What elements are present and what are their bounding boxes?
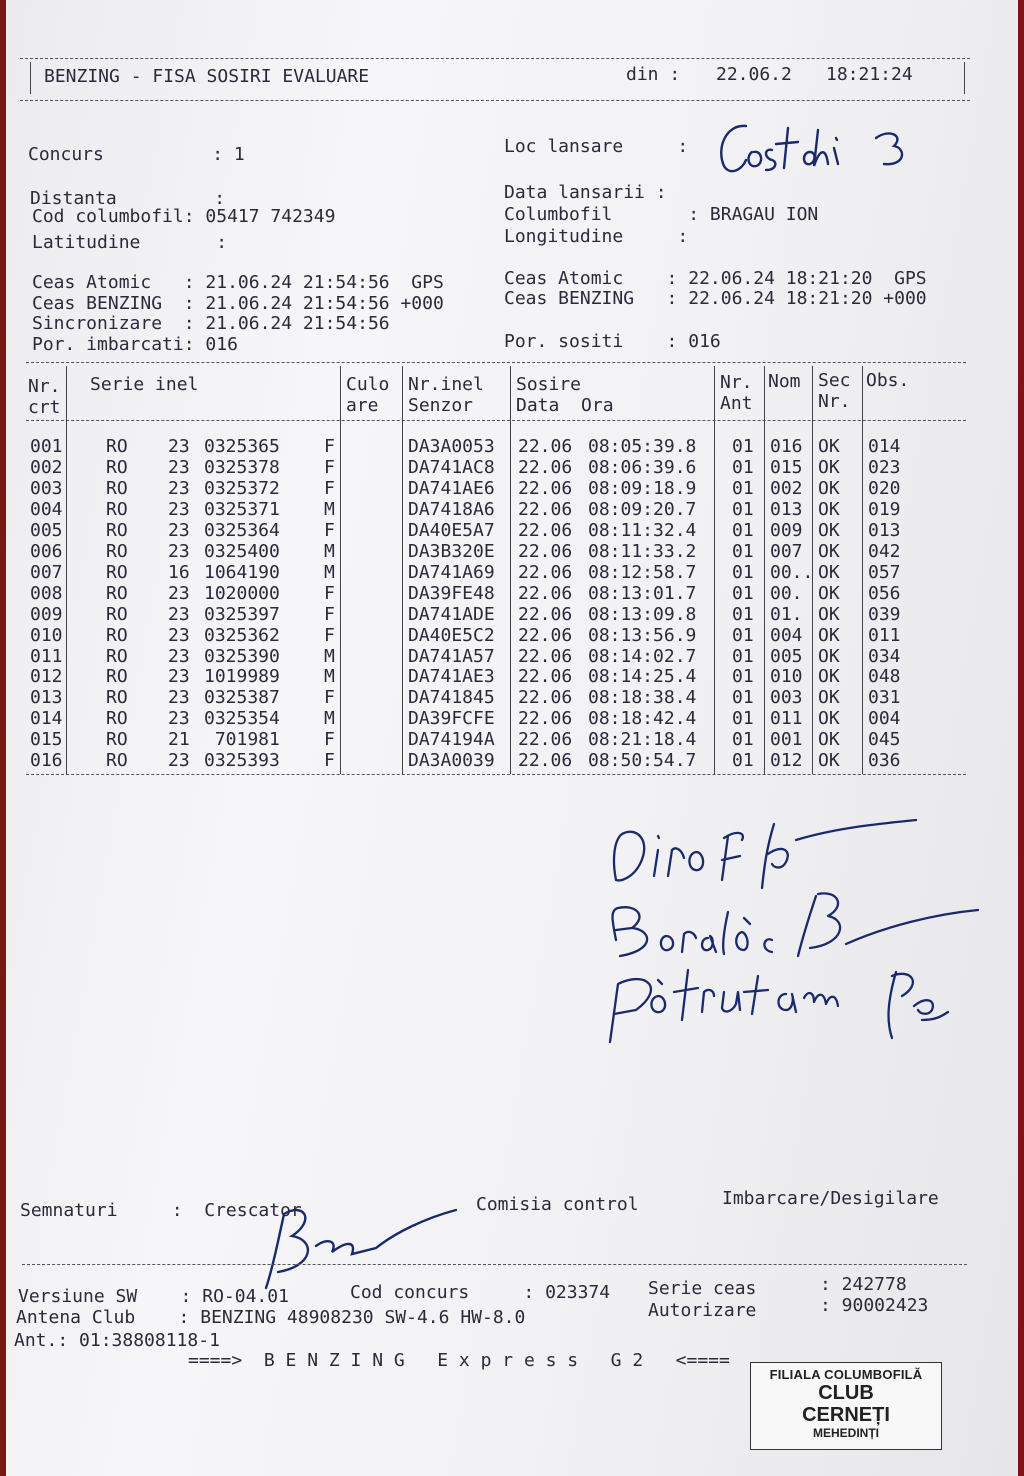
- stamp-line-4: MEHEDINȚI: [813, 1426, 879, 1440]
- cell-tara: RO: [106, 477, 128, 499]
- cell-an: 23: [168, 436, 190, 457]
- footer-top-border: [22, 1264, 967, 1265]
- cell-ant: 01: [732, 436, 754, 457]
- cell-sec: OK: [818, 687, 840, 709]
- cell-obs: 039: [868, 603, 901, 625]
- handwriting-costesti-icon: [706, 108, 946, 188]
- cell-an: 23: [168, 540, 190, 562]
- cell-nom: 011: [770, 708, 803, 730]
- cell-crt: 009: [30, 603, 63, 625]
- cell-nr: 1064190: [204, 561, 280, 583]
- cell-senzor: DA741ADE: [408, 603, 495, 625]
- header-data-ora: Data Ora: [516, 395, 614, 416]
- cell-obs: 019: [868, 498, 901, 520]
- cell-nr: 0325364: [204, 519, 280, 541]
- ceas-atomic-left: Ceas Atomic : 21.06.24 21:54:56 GPS: [32, 272, 444, 293]
- cell-data: 22.06: [518, 750, 573, 772]
- cell-data: 22.06: [518, 708, 573, 730]
- cell-sex: M: [324, 498, 335, 520]
- cell-ant: 01: [732, 666, 754, 688]
- cell-ora: 08:09:18.9: [588, 477, 697, 499]
- cell-data: 22.06: [518, 603, 573, 625]
- cell-nr: 0325400: [204, 540, 280, 562]
- latitudine-line: Latitudine :: [32, 232, 228, 253]
- cell-ora: 08:13:09.8: [588, 603, 697, 625]
- cell-nom: 010: [770, 666, 803, 688]
- signature-crescator: [256, 1192, 476, 1292]
- cell-ant: 01: [732, 645, 754, 667]
- cell-nom: 002: [770, 477, 803, 499]
- cell-data: 22.06: [518, 666, 573, 688]
- cell-crt: 012: [30, 666, 63, 688]
- cell-crt: 002: [30, 456, 63, 478]
- cell-tara: RO: [106, 624, 128, 646]
- time-value: 18:21:24: [826, 64, 913, 85]
- cell-crt: 001: [30, 436, 63, 457]
- date-label: din :: [626, 64, 681, 85]
- cell-sex: F: [324, 436, 335, 457]
- header-sosire: Sosire: [516, 374, 582, 395]
- semnaturi-crescator-line: Semnaturi : Crescator: [20, 1200, 302, 1221]
- cell-sec: OK: [818, 561, 840, 583]
- columbofil-line: Columbofil : BRAGAU ION: [504, 204, 819, 225]
- cell-sex: M: [324, 645, 335, 667]
- antenna-id-line: Ant.: 01:38808118-1: [14, 1330, 220, 1351]
- cell-ora: 08:50:54.7: [588, 750, 697, 772]
- cell-obs: 031: [868, 687, 901, 709]
- cell-ant: 01: [732, 519, 754, 541]
- cell-an: 23: [168, 456, 190, 478]
- cell-ora: 08:06:39.6: [588, 456, 697, 478]
- cell-data: 22.06: [518, 540, 573, 562]
- cell-ora: 08:11:33.2: [588, 540, 697, 562]
- header-nr-ant: Nr.: [720, 372, 753, 393]
- cell-tara: RO: [106, 456, 128, 478]
- header-culoare-2: are: [346, 395, 379, 416]
- stamp-line-3: CERNEȚI: [802, 1404, 890, 1426]
- handwriting-notes-icon: [596, 780, 996, 1060]
- cell-ant: 01: [732, 540, 754, 562]
- receipt-paper: [6, 0, 1018, 1476]
- benzing-express-brand: ====> B E N Z I N G E x p r e s s G 2 <====: [188, 1350, 730, 1371]
- ceas-atomic-right: Ceas Atomic : 22.06.24 18:21:20 GPS: [504, 268, 927, 289]
- cell-ant: 01: [732, 729, 754, 751]
- cell-data: 22.06: [518, 456, 573, 478]
- cell-sex: M: [324, 540, 335, 562]
- cell-tara: RO: [106, 666, 128, 688]
- cell-sec: OK: [818, 519, 840, 541]
- cell-obs: 023: [868, 456, 901, 478]
- cell-sec: OK: [818, 750, 840, 772]
- club-stamp: [750, 1362, 942, 1450]
- sincronizare-line: Sincronizare : 21.06.24 21:54:56: [32, 313, 390, 334]
- cell-ant: 01: [732, 708, 754, 730]
- data-lansarii-line: Data lansarii :: [504, 182, 667, 203]
- cell-senzor: DA3A0039: [408, 750, 495, 772]
- cell-ora: 08:18:38.4: [588, 687, 697, 709]
- cell-data: 22.06: [518, 687, 573, 709]
- signature-scribble-icon: [256, 1192, 476, 1292]
- cell-crt: 004: [30, 498, 63, 520]
- table-bottom-border: [26, 774, 966, 775]
- header-obs: Obs.: [866, 370, 910, 391]
- serie-ceas-label: Serie ceas: [648, 1278, 757, 1299]
- cell-tara: RO: [106, 729, 128, 751]
- longitudine-line: Longitudine :: [504, 226, 689, 247]
- cell-sec: OK: [818, 603, 840, 625]
- header-bottom-border: [20, 100, 970, 101]
- cell-an: 23: [168, 582, 190, 604]
- cell-crt: 005: [30, 519, 63, 541]
- serie-ceas-value: : 242778: [820, 1274, 907, 1295]
- header-right-border: [964, 62, 965, 94]
- header-top-border: [20, 58, 970, 59]
- cell-tara: RO: [106, 687, 128, 709]
- table-header-border: [26, 420, 966, 421]
- cell-senzor: DA39FE48: [408, 582, 495, 604]
- cell-senzor: DA3B320E: [408, 540, 495, 562]
- cell-data: 22.06: [518, 498, 573, 520]
- cell-data: 22.06: [518, 582, 573, 604]
- cell-sec: OK: [818, 708, 840, 730]
- cell-nr: 0325365: [204, 436, 280, 457]
- cell-tara: RO: [106, 498, 128, 520]
- cell-crt: 015: [30, 729, 63, 751]
- cell-nom: 015: [770, 456, 803, 478]
- cell-nom: 01.: [770, 603, 803, 625]
- ceas-benzing-right: Ceas BENZING : 22.06.24 18:21:20 +000: [504, 288, 927, 309]
- cell-sex: F: [324, 687, 335, 709]
- header-nr-crt: Nr.: [28, 376, 61, 397]
- header-culoare: Culo: [346, 374, 390, 395]
- cell-tara: RO: [106, 436, 128, 457]
- cell-sec: OK: [818, 436, 840, 457]
- header-nr-inel: Nr.inel: [408, 374, 484, 395]
- cell-ant: 01: [732, 477, 754, 499]
- cell-nom: 005: [770, 645, 803, 667]
- autorizare-value: : 90002423: [820, 1295, 929, 1316]
- cell-ora: 08:14:02.7: [588, 645, 697, 667]
- cell-ora: 08:13:56.9: [588, 624, 697, 646]
- cell-nr: 0325362: [204, 624, 280, 646]
- cell-nom: 013: [770, 498, 803, 520]
- cell-nr: 0325371: [204, 498, 280, 520]
- cell-ora: 08:13:01.7: [588, 582, 697, 604]
- cell-ant: 01: [732, 582, 754, 604]
- cell-senzor: DA741AE3: [408, 666, 495, 688]
- col-divider-5: [714, 366, 715, 774]
- cell-nom: 00..: [770, 561, 814, 583]
- cell-data: 22.06: [518, 436, 573, 457]
- cell-an: 23: [168, 645, 190, 667]
- cell-an: 23: [168, 603, 190, 625]
- report-title: BENZING - FISA SOSIRI EVALUARE: [44, 66, 370, 87]
- cell-senzor: DA3A0053: [408, 436, 495, 457]
- cell-obs: 042: [868, 540, 901, 562]
- cell-sec: OK: [818, 666, 840, 688]
- cell-sec: OK: [818, 624, 840, 646]
- cell-senzor: DA40E5A7: [408, 519, 495, 541]
- cell-ant: 01: [732, 687, 754, 709]
- versiune-sw-line: Versiune SW : RO-04.01: [18, 1286, 289, 1307]
- cell-ora: 08:11:32.4: [588, 519, 697, 541]
- col-divider-4: [510, 366, 511, 774]
- cell-data: 22.06: [518, 477, 573, 499]
- cell-ant: 01: [732, 498, 754, 520]
- imbarcare-desigilare-label: Imbarcare/Desigilare: [722, 1188, 939, 1209]
- cell-sec: OK: [818, 582, 840, 604]
- comisia-control-label: Comisia control: [476, 1194, 639, 1215]
- cell-nr: 0325397: [204, 603, 280, 625]
- cell-sec: OK: [818, 477, 840, 499]
- header-sec: Sec: [818, 370, 851, 391]
- cell-nom: 004: [770, 624, 803, 646]
- cod-columbofil-line: Cod columbofil: 05417 742349: [32, 206, 336, 227]
- cell-an: 23: [168, 498, 190, 520]
- cell-nr: 1019989: [204, 666, 280, 688]
- cell-obs: 057: [868, 561, 901, 583]
- cell-sex: M: [324, 708, 335, 730]
- loc-lansare-line: Loc lansare :: [504, 136, 689, 157]
- cell-tara: RO: [106, 582, 128, 604]
- cell-sex: F: [324, 603, 335, 625]
- cell-ant: 01: [732, 561, 754, 583]
- cell-crt: 007: [30, 561, 63, 583]
- cell-sec: OK: [818, 456, 840, 478]
- cell-data: 22.06: [518, 561, 573, 583]
- cell-tara: RO: [106, 519, 128, 541]
- cell-crt: 013: [30, 687, 63, 709]
- header-ant: Ant: [720, 393, 753, 414]
- header-left-border: [30, 62, 31, 94]
- cell-nr: 0325378: [204, 456, 280, 478]
- cell-nr: 0325372: [204, 477, 280, 499]
- col-divider-8: [862, 366, 863, 774]
- cell-crt: 008: [30, 582, 63, 604]
- ceas-benzing-left: Ceas BENZING : 21.06.24 21:54:56 +000: [32, 293, 444, 314]
- cell-ant: 01: [732, 456, 754, 478]
- cell-senzor: DA741845: [408, 687, 495, 709]
- cell-sex: F: [324, 582, 335, 604]
- cell-ant: 01: [732, 624, 754, 646]
- cell-sex: F: [324, 519, 335, 541]
- cell-nom: 016: [770, 436, 803, 457]
- cell-an: 16: [168, 561, 190, 583]
- cell-obs: 020: [868, 477, 901, 499]
- cell-obs: 011: [868, 624, 901, 646]
- cell-data: 22.06: [518, 624, 573, 646]
- cell-sex: F: [324, 456, 335, 478]
- cell-nom: 00.: [770, 582, 803, 604]
- date-value: 22.06.2: [716, 64, 792, 85]
- cell-crt: 014: [30, 708, 63, 730]
- cell-crt: 003: [30, 477, 63, 499]
- cell-senzor: DA7418A6: [408, 498, 495, 520]
- cell-sex: M: [324, 666, 335, 688]
- cell-senzor: DA741A69: [408, 561, 495, 583]
- cell-an: 23: [168, 687, 190, 709]
- cell-senzor: DA39FCFE: [408, 708, 495, 730]
- col-divider-3: [402, 366, 403, 774]
- cell-senzor: DA741AE6: [408, 477, 495, 499]
- cell-senzor: DA741AC8: [408, 456, 495, 478]
- cell-data: 22.06: [518, 729, 573, 751]
- cell-sex: F: [324, 477, 335, 499]
- cell-sex: M: [324, 561, 335, 583]
- cell-nr: 0325387: [204, 687, 280, 709]
- antena-club-line: Antena Club : BENZING 48908230 SW-4.6 HW-8.0: [16, 1307, 526, 1328]
- cell-ora: 08:14:25.4: [588, 666, 697, 688]
- cod-concurs-line: Cod concurs : 023374: [350, 1282, 611, 1303]
- cell-sec: OK: [818, 540, 840, 562]
- cell-tara: RO: [106, 540, 128, 562]
- cell-sex: F: [324, 624, 335, 646]
- cell-nom: 001: [770, 729, 803, 751]
- concurs-line: Concurs : 1: [28, 144, 245, 165]
- col-divider-1: [66, 366, 67, 774]
- cell-crt: 016: [30, 750, 63, 772]
- cell-nr: 0325393: [204, 750, 280, 772]
- cell-obs: 036: [868, 750, 901, 772]
- cell-crt: 010: [30, 624, 63, 646]
- header-serie-inel: Serie inel: [90, 374, 199, 395]
- header-nr-crt-2: crt: [28, 397, 61, 418]
- col-divider-6: [764, 366, 765, 774]
- autorizare-label: Autorizare: [648, 1300, 757, 1321]
- stamp-line-2: CLUB: [818, 1382, 874, 1404]
- cell-nom: 009: [770, 519, 803, 541]
- cell-obs: 004: [868, 708, 901, 730]
- cell-sex: F: [324, 750, 335, 772]
- cell-nr: 0325354: [204, 708, 280, 730]
- cell-nom: 007: [770, 540, 803, 562]
- cell-ora: 08:09:20.7: [588, 498, 697, 520]
- handwritten-notes: [596, 780, 996, 1060]
- cell-data: 22.06: [518, 519, 573, 541]
- table-top-border: [26, 362, 966, 363]
- cell-tara: RO: [106, 750, 128, 772]
- cell-obs: 056: [868, 582, 901, 604]
- cell-sec: OK: [818, 645, 840, 667]
- cell-tara: RO: [106, 708, 128, 730]
- por-sositi-line: Por. sositi : 016: [504, 331, 721, 352]
- cell-an: 23: [168, 477, 190, 499]
- cell-obs: 045: [868, 729, 901, 751]
- cell-tara: RO: [106, 561, 128, 583]
- cell-obs: 014: [868, 436, 901, 457]
- distanta-line: Distanta :: [30, 188, 226, 209]
- cell-ant: 01: [732, 750, 754, 772]
- cell-nr: 1020000: [204, 582, 280, 604]
- cell-ant: 01: [732, 603, 754, 625]
- cell-ora: 08:12:58.7: [588, 561, 697, 583]
- cell-nom: 012: [770, 750, 803, 772]
- header-sec-nr: Nr.: [818, 391, 851, 412]
- cell-nr: 0325390: [204, 645, 280, 667]
- cell-an: 23: [168, 750, 190, 772]
- por-imbarcati-line: Por. imbarcati: 016: [32, 334, 238, 355]
- cell-an: 21: [168, 729, 190, 751]
- cell-sec: OK: [818, 729, 840, 751]
- cell-an: 23: [168, 624, 190, 646]
- cell-ora: 08:18:42.4: [588, 708, 697, 730]
- cell-sex: F: [324, 729, 335, 751]
- cell-data: 22.06: [518, 645, 573, 667]
- stamp-line-1: FILIALA COLUMBOFILĂ: [769, 1367, 923, 1382]
- cell-ora: 08:21:18.4: [588, 729, 697, 751]
- cell-tara: RO: [106, 645, 128, 667]
- header-nom: Nom: [768, 371, 801, 392]
- cell-crt: 006: [30, 540, 63, 562]
- cell-an: 23: [168, 519, 190, 541]
- cell-senzor: DA74194A: [408, 729, 495, 751]
- cell-an: 23: [168, 708, 190, 730]
- header-senzor: Senzor: [408, 395, 474, 416]
- cell-senzor: DA741A57: [408, 645, 495, 667]
- cell-tara: RO: [106, 603, 128, 625]
- cell-sec: OK: [818, 498, 840, 520]
- cell-an: 23: [168, 666, 190, 688]
- col-divider-2: [340, 366, 341, 774]
- cell-ora: 08:05:39.8: [588, 436, 697, 457]
- cell-obs: 013: [868, 519, 901, 541]
- handwritten-loc-lansare: [706, 108, 946, 188]
- cell-obs: 034: [868, 645, 901, 667]
- cell-senzor: DA40E5C2: [408, 624, 495, 646]
- cell-crt: 011: [30, 645, 63, 667]
- cell-obs: 048: [868, 666, 901, 688]
- cell-nom: 003: [770, 687, 803, 709]
- cell-nr: 701981: [204, 729, 280, 751]
